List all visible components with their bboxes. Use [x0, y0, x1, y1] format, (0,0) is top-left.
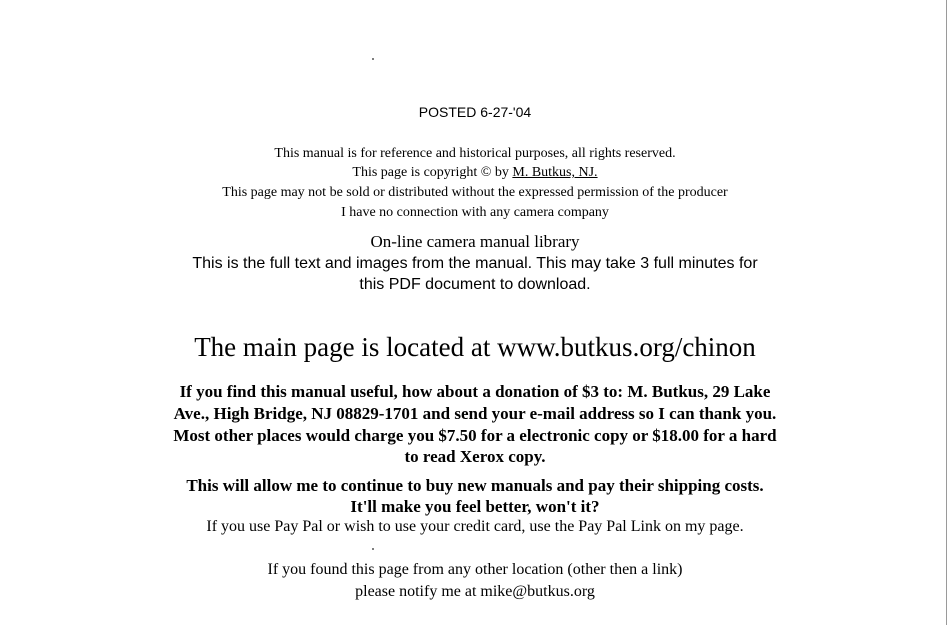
notify-line-1: If you found this page from any other location (other then a link): [267, 561, 683, 578]
paypal-line: If you use Pay Pal or wish to use your credit card, use the Pay Pal Link on my page.: [206, 518, 744, 535]
copyright-line-2: [0, 165, 950, 181]
library-note-line-2: this PDF document to download.: [359, 276, 591, 293]
library-note-line-1: This is the full text and images from the manual. This may take 3 full minutes for: [192, 255, 758, 272]
donation-line-6: It'll make you feel better, won't it?: [350, 497, 600, 516]
donation-line-1: If you find this manual useful, how about a donation of $3 to: M. Butkus, 29 Lake: [179, 382, 771, 401]
donation-line-3: Most other places would charge you $7.50 for a electronic copy or $18.00 for a hard: [173, 426, 777, 445]
donation-line-4: to read Xerox copy.: [404, 447, 546, 466]
copyright-prefix: This page is copyright © by: [352, 165, 513, 180]
posted-date: POSTED 6-27-'04: [418, 104, 532, 120]
copyright-line-1: This manual is for reference and historical purposes, all rights reserved.: [274, 146, 676, 161]
scan-speck: [372, 548, 374, 550]
scan-speck: [372, 58, 374, 60]
library-title: On-line camera manual library: [370, 232, 580, 251]
copyright-line-3: This page may not be sold or distributed without the expressed permission of the producer: [222, 185, 728, 200]
notify-line-2: please notify me at mike@butkus.org: [355, 583, 595, 600]
copyright-line-4: I have no connection with any camera company: [341, 205, 609, 220]
main-page-heading: The main page is located at www.butkus.org/chinon: [194, 332, 756, 362]
copyright-owner-link[interactable]: M. Butkus, NJ.: [512, 165, 598, 180]
donation-line-5: This will allow me to continue to buy new manuals and pay their shipping costs.: [186, 476, 764, 495]
donation-line-2: Ave., High Bridge, NJ 08829-1701 and send your e-mail address so I can thank you.: [173, 404, 777, 423]
